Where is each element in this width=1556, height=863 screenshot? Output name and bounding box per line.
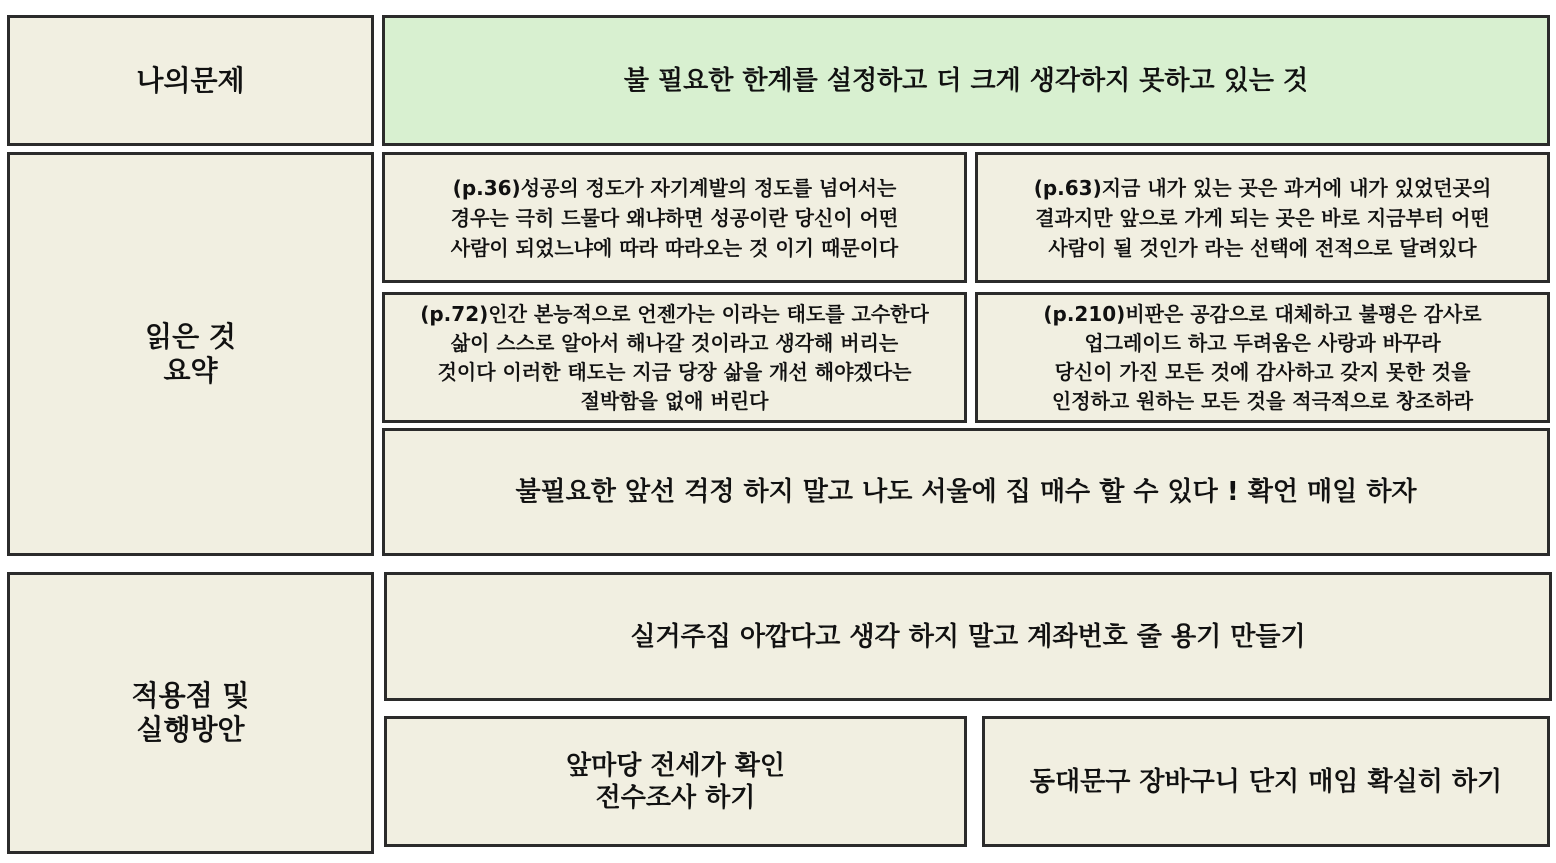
action-label: 적용점 및 실행방안 — [7, 572, 374, 854]
summary-quote-p63: (p.63)지금 내가 있는 곳은 과거에 내가 있었던곳의 결과지만 앞으로 가게 되는 곳은 바로 지금부터 어떤 사람이 될 것인가 라는 선택에 전적으로 달려있다 — [975, 152, 1550, 283]
summary-conclusion: 불필요한 앞선 걱정 하지 말고 나도 서울에 집 매수 할 수 있다 ! 확언 매일 하자 — [382, 428, 1550, 556]
summary-label: 읽은 것 요약 — [7, 152, 374, 556]
summary-quote-p36: (p.36)성공의 정도가 자기계발의 정도를 넘어서는 경우는 극히 드물다 왜냐하면 성공이란 당신이 어떤 사람이 되었느냐에 따라 따라오는 것 이기 때문이다 — [382, 152, 967, 283]
action-item-survey: 앞마당 전세가 확인 전수조사 하기 — [384, 716, 967, 847]
summary-quote-p72: (p.72)인간 본능적으로 언젠가는 이라는 태도를 고수한다 삶이 스스로 알아서 해나갈 것이라고 생각해 버리는 것이다 이러한 태도는 지금 당장 삶을 개선 해야겠다는 절박함을 없애 버린다 — [382, 292, 967, 423]
problem-text: 불 필요한 한계를 설정하고 더 크게 생각하지 못하고 있는 것 — [382, 15, 1550, 146]
action-item-dongdaemun: 동대문구 장바구니 단지 매임 확실히 하기 — [982, 716, 1550, 847]
summary-quote-p210: (p.210)비판은 공감으로 대체하고 불평은 감사로 업그레이드 하고 두려움은 사랑과 바꾸라 당신이 가진 모든 것에 감사하고 갖지 못한 것을 인정하고 원하는 모든 것을 적극적으로 창조하라 — [975, 292, 1550, 423]
action-main: 실거주집 아깝다고 생각 하지 말고 계좌번호 줄 용기 만들기 — [384, 572, 1552, 701]
problem-label: 나의문제 — [7, 15, 374, 146]
